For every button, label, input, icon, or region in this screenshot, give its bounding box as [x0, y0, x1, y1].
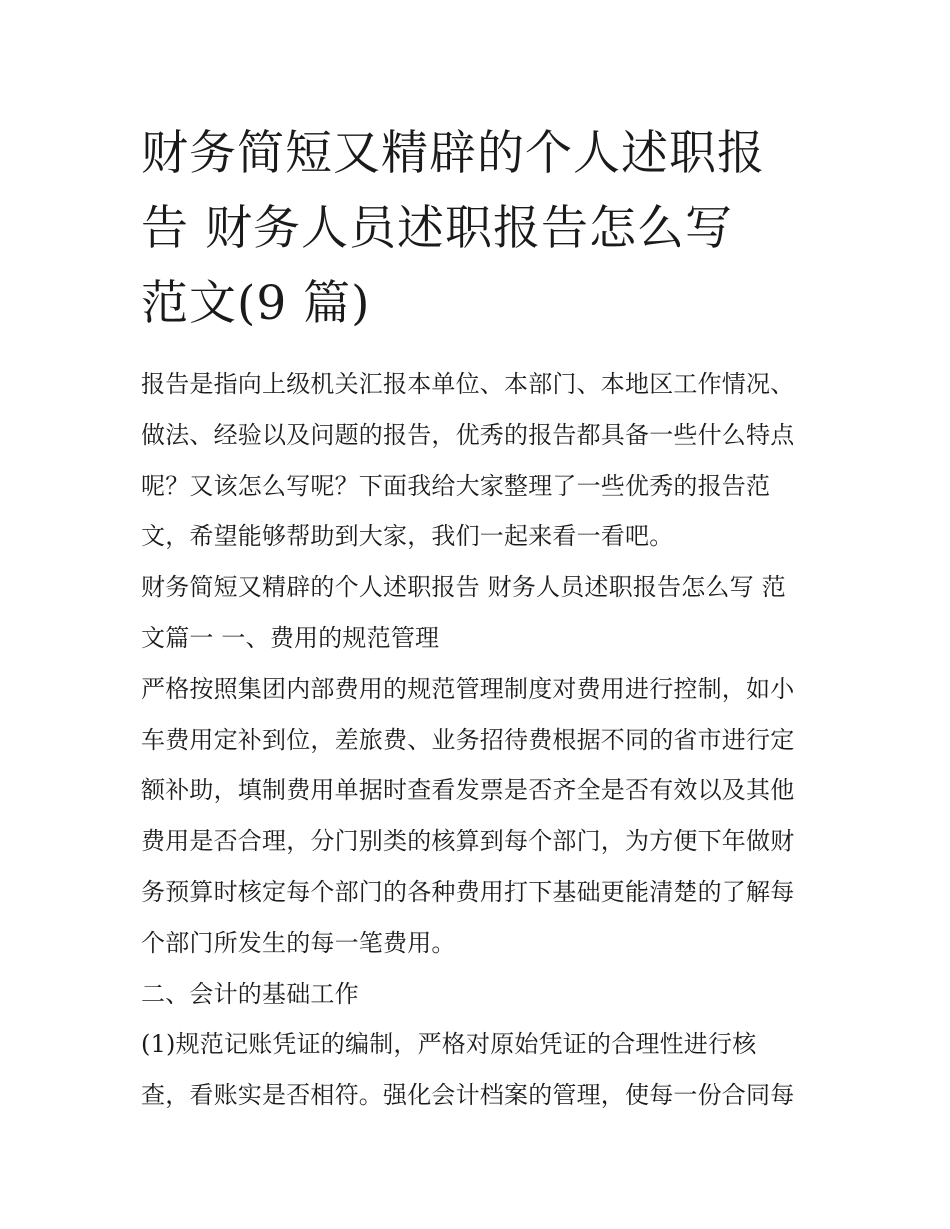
body-line: (1)规范记账凭证的编制，严格对原始凭证的合理性进行核 — [141, 1030, 757, 1059]
title-line-1: 财务简短又精辟的个人述职报 — [141, 126, 765, 181]
body-line: 财务简短又精辟的个人述职报告 财务人员述职报告怎么写 范 — [141, 573, 786, 602]
document-body — [141, 359, 821, 1121]
body-line: 文，希望能够帮助到大家，我们一起来看一看吧。 — [141, 522, 674, 551]
body-line: 务预算时核定每个部门的各种费用打下基础更能清楚的了解每 — [141, 877, 795, 906]
document-page — [141, 116, 821, 1121]
body-line: 文篇一 一、费用的规范管理 — [141, 623, 440, 652]
body-line: 二、会计的基础工作 — [141, 979, 359, 1008]
body-line: 严格按照集团内部费用的规范管理制度对费用进行控制，如小 — [141, 674, 795, 703]
body-line: 费用是否合理，分门别类的核算到每个部门，为方便下年做财 — [141, 827, 795, 856]
body-line: 车费用定补到位，差旅费、业务招待费根据不同的省市进行定 — [141, 725, 795, 754]
body-line: 查，看账实是否相符。强化会计档案的管理，使每一份合同每 — [141, 1081, 795, 1110]
document-title — [141, 116, 821, 341]
title-line-3: 范文(9 篇) — [141, 276, 371, 331]
body-line: 个部门所发生的每一笔费用。 — [141, 928, 456, 957]
body-line: 额补助，填制费用单据时查看发票是否齐全是否有效以及其他 — [141, 776, 795, 805]
body-line: 呢？又该怎么写呢？下面我给大家整理了一些优秀的报告范 — [141, 471, 771, 500]
body-line: 报告是指向上级机关汇报本单位、本部门、本地区工作情况、 — [141, 370, 795, 398]
body-line: 做法、经验以及问题的报告，优秀的报告都具备一些什么特点 — [141, 420, 795, 449]
title-line-2: 告 财务人员述职报告怎么写 — [141, 201, 733, 256]
